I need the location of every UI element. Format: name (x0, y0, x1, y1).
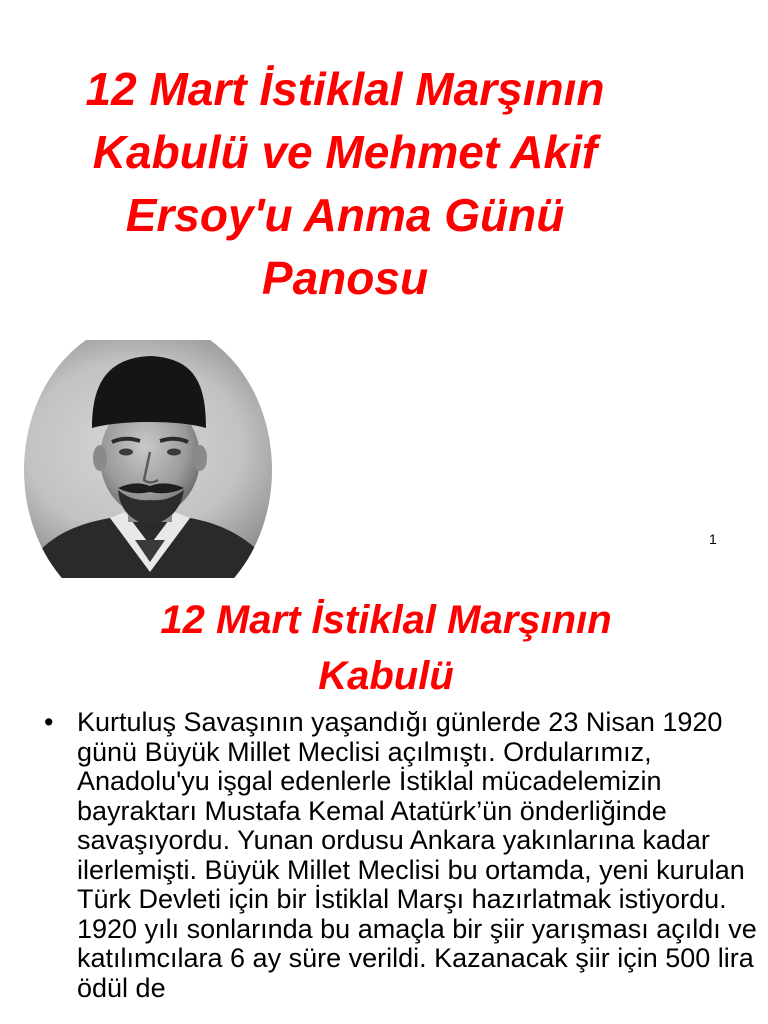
slide-2-title: 12 Mart İstiklal Marşının Kabulü (160, 598, 612, 698)
page-number: 1 (709, 531, 717, 547)
bullet-paragraph: Kurtuluş Savaşının yaşandığı günlerde 23 Nisan 1920 günü Büyük Millet Meclisi açılmıştı. Ordularımız, Anadolu'yu işgal edenlerle İstiklal mücadelemizin bayraktarı Mustafa Kemal Atatürk’ün önderliğinde savaşıyordu. Yunan ordusu Ankara yakınlarına kadar ilerlemişti. Büyük Millet Meclisi bu ortamda, yeni kurulan Türk Devleti için bir İstiklal Marşı hazırlatmak istiyordu. 1920 yılı sonlarında bu amaçla bir şiir yarışması açıldı ve katılımcılara 6 ay süre verildi. Kazanacak şiir için 500 lira ödül de (77, 707, 757, 1003)
bullet-dot-icon: • (44, 707, 54, 737)
portrait-photo (0, 340, 300, 578)
slide-1-title: 12 Mart İstiklal Marşının Kabulü ve Mehmet Akif Ersoy'u Anma Günü Panosu (85, 63, 605, 304)
